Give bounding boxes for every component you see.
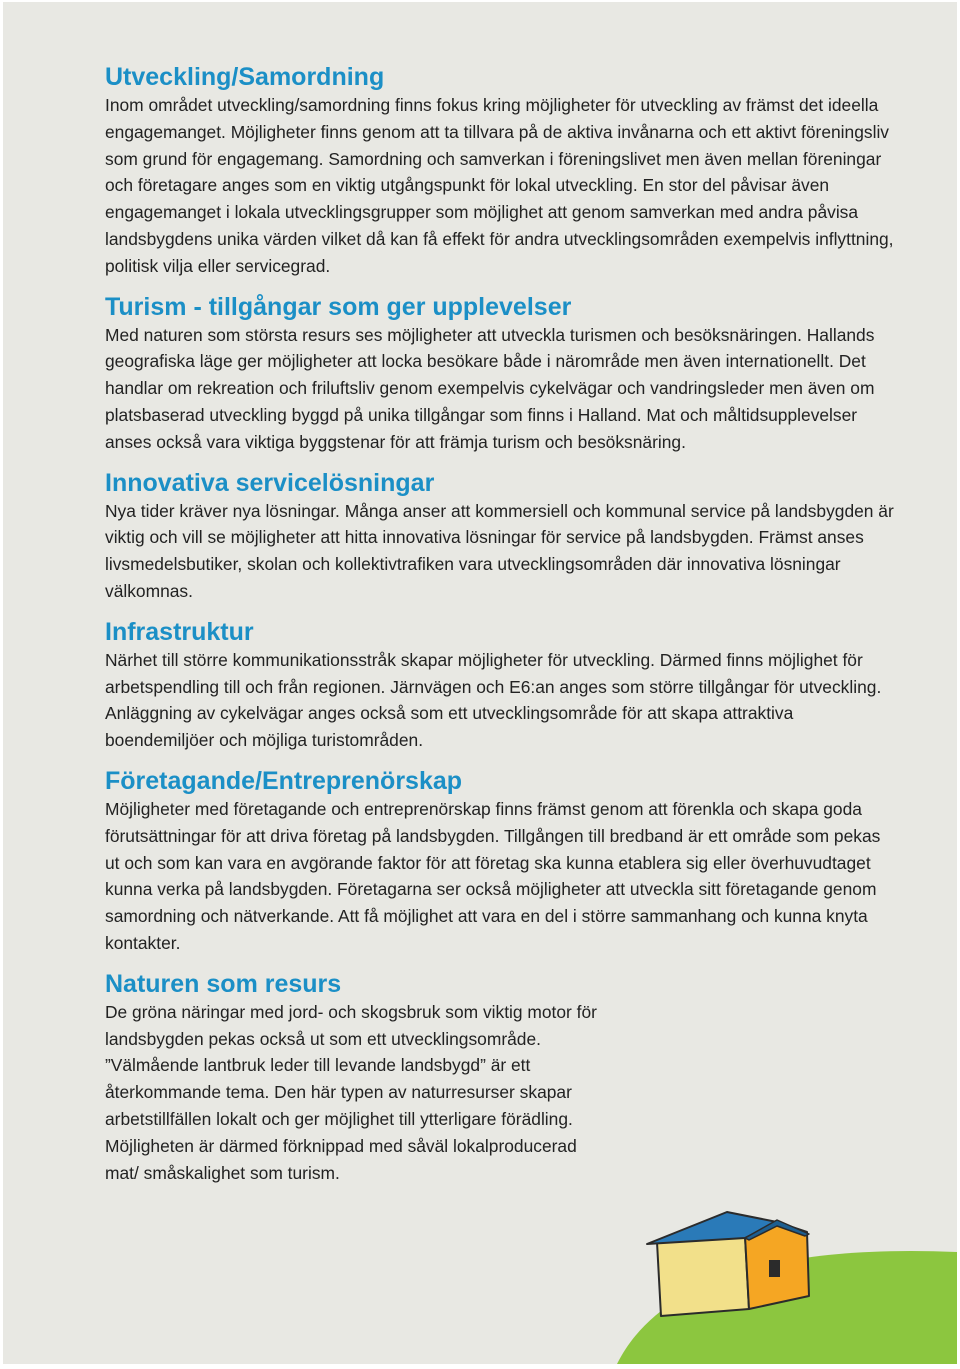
house-side-wall: [657, 1236, 749, 1316]
section-infrastruktur: [105, 617, 895, 754]
section-utveckling-samordning: [105, 62, 895, 280]
section-heading: Turism - tillgångar som ger upplevelser: [105, 292, 572, 321]
section-foretagande: [105, 766, 895, 957]
section-heading: Infrastruktur: [105, 617, 254, 646]
section-body: Med naturen som största resurs ses möjligheter att utveckla turismen och besöksnäringen. Hallands geografiska läge ger möjligheter att locka besökare både i närområde men även internationellt. Det handlar om rekreation och friluftsliv genom exempelvis cykelvägar och vandringsleder men även om platsbaserad utveckling byggd på unika tillgångar som finns i Halland. Mat och måltidsupplevelser anses också vara viktiga byggstenar för att främja turism och besöksnäring.: [105, 324, 875, 452]
house-window: [769, 1260, 780, 1277]
section-heading: Innovativa servicelösningar: [105, 468, 435, 497]
section-body: Närhet till större kommunikationsstråk skapar möjligheter för utveckling. Därmed finns möjlighet för arbetspendling till och från regionen. Järnvägen och E6:an anges som större tillgångar för utveckling. Anläggning av cykelvägar anges också som ett utvecklingsområde för att skapa attraktiva boendemiljöer och möjliga turistområden.: [105, 649, 882, 751]
house-on-hill-illustration: [617, 1174, 957, 1364]
section-body: Inom området utveckling/samordning finns fokus kring möjligheter för utveckling av främst det ideella engagemanget. Möjligheter finns genom att ta tillvara på de aktiva invånarna och ett aktivt föreningsliv som grund för engagemang. Samordning och samverkan i föreningslivet men även mellan föreningar och företagare anges som en viktig utgångspunkt för lokal utveckling. En stor del påvisar även engagemanget i lokala utvecklingsgrupper som möjlighet att genom samverkan med andra påvisa landsbygdens unika värden vilket då kan få effekt för andra utvecklingsområden exempelvis inflyttning, politisk vilja eller servicegrad.: [105, 95, 894, 276]
section-body: Nya tider kräver nya lösningar. Många anser att kommersiell och kommunal service på landsbygden är viktig och vill se möjligheter att hitta innovativa lösningar för service på landsbygden. Främst anses livsmedelsbutiker, skolan och kollektivtrafiken vara utvecklingsområden där innovativa lösningar välkomnas.: [105, 500, 894, 601]
section-innovativa-servicelosningar: [105, 468, 895, 605]
section-turism: [105, 292, 895, 456]
section-body: De gröna näringar med jord- och skogsbruk som viktig motor för landsbygden pekas också ut som ett utvecklingsområde. ”Välmående lantbruk leder till levande landsbygd” är ett återkommande tema. Den här typen av naturresurser skapar arbetstillfällen lokalt och ger möjlighet till ytterligare förädling. Möjligheten är därmed förknippad med såväl lokalproducerad mat/ småskalighet som turism.: [105, 1001, 597, 1183]
document-content: [105, 62, 895, 1198]
page: [3, 2, 957, 1364]
section-naturen-som-resurs: [105, 969, 895, 1187]
section-heading: Företagande/Entreprenörskap: [105, 766, 463, 795]
section-body: Möjligheter med företagande och entreprenörskap finns främst genom att förenkla och skapa goda förutsättningar för att driva företag på landsbygden. Tillgången till bredband är ett område som pekas ut och som kan vara en avgörande faktor för att företag ska kunna etablera sig eller överhuvudtaget kunna verka på landsbygden. Företagarna ser också möjligheter att utveckla sitt företagande genom samordning och nätverkande. Att få möjlighet att vara en del i större sammanhang och kunna knyta kontakter.: [105, 798, 881, 953]
section-heading: Naturen som resurs: [105, 969, 342, 998]
section-heading: Utveckling/Samordning: [105, 63, 385, 91]
